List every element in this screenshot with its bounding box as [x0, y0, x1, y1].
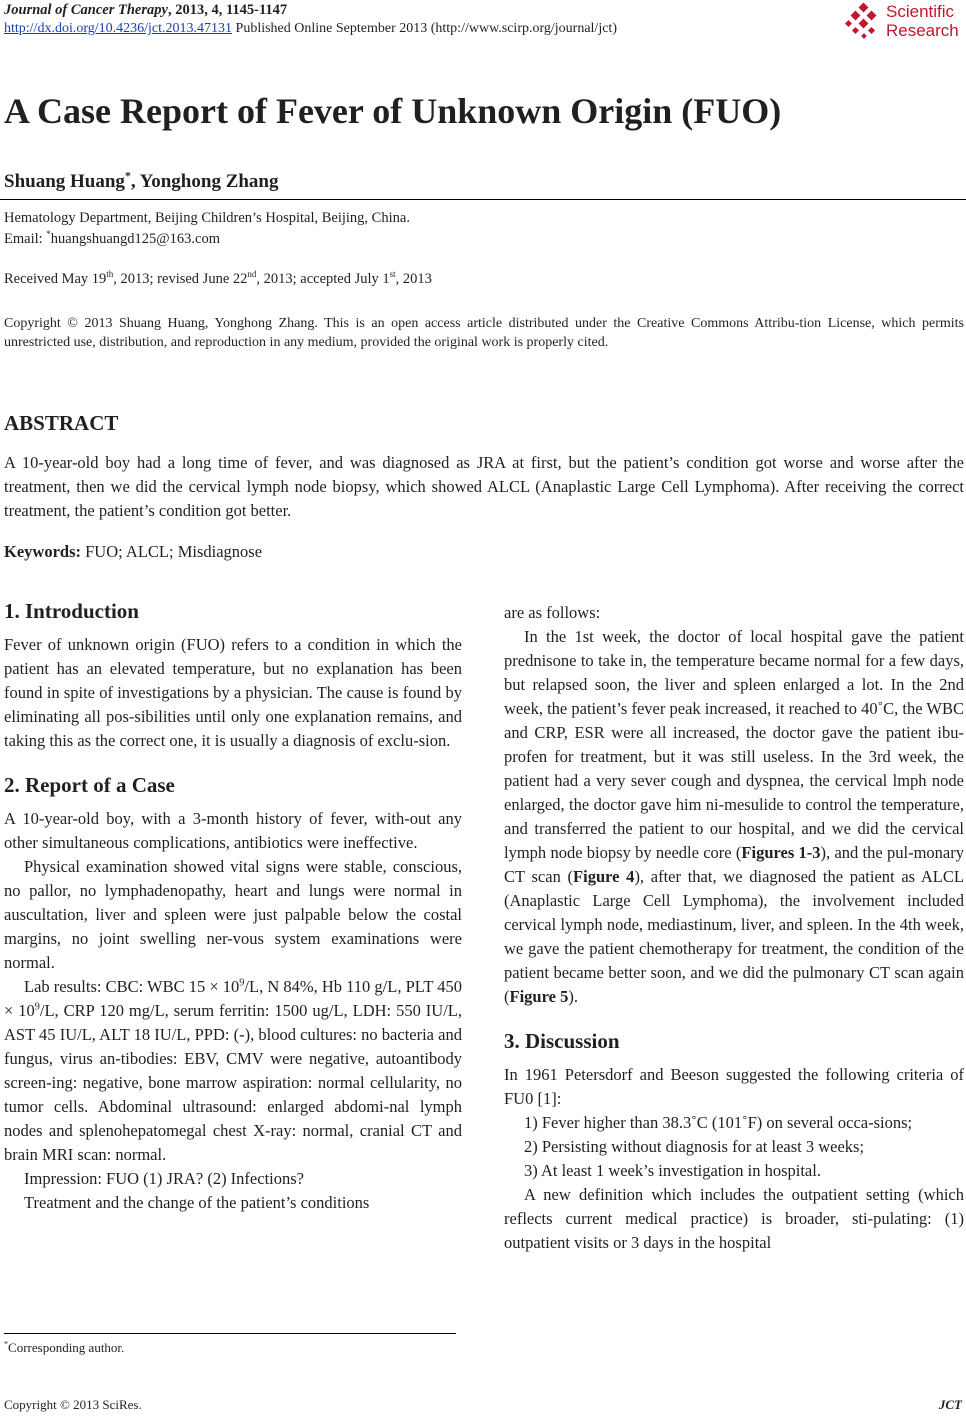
copyright-notice: Copyright © 2013 Shuang Huang, Yonghong Zhang. This is an open access article distributed under the Creative Commons Attribu-tion License, which permits unrestricted use, distribution, and reproduction in any medium, provided the original work is properly cited.: [4, 316, 964, 350]
email-address: huangshuangd125@163.com: [50, 231, 221, 247]
abstract-heading: ABSTRACT: [4, 411, 119, 435]
revised-part: , 2013; revised June 22: [113, 271, 248, 287]
authors: [4, 171, 279, 193]
received-part: Received May 19: [4, 271, 107, 287]
treatment-paragraph: Treatment and the change of the patient’s conditions: [24, 1193, 370, 1212]
figure-ref: Figure 4: [573, 867, 635, 886]
case-paragraph-1: A 10-year-old boy, with a 3-month history of fever, with-out any other simultaneous complications, antibiotics were ineffective.: [4, 809, 462, 852]
keywords-label: Keywords:: [4, 542, 81, 561]
footnote-rule: [4, 1333, 456, 1334]
email-label: Email:: [4, 231, 47, 247]
abstract-text: A 10-year-old boy had a long time of fever, and was diagnosed as JRA at first, but the patient’s condition got worse and worse after the treatment, then we did the cervical lymph node biopsy, which showed ALCL (Anaplastic Large Cell Lymphoma). After receiving the correct treatment, the patient’s condition got better.: [4, 453, 964, 520]
affiliation: Hematology Department, Beijing Children’s Hospital, Beijing, China.: [4, 210, 410, 226]
left-column: [4, 597, 462, 1215]
paper-title: A Case Report of Fever of Unknown Origin (FUO): [4, 91, 782, 131]
logo-line-2: Research: [886, 21, 959, 40]
exponent: 9: [34, 1001, 40, 1013]
doi-link[interactable]: http://dx.doi.org/10.4236/jct.2013.47131: [4, 21, 233, 36]
keywords: [4, 542, 262, 562]
journal-title-line: [4, 2, 287, 19]
course-text: In the 1st week, the doctor of local hospital gave the patient prednisone to take in, the temperature became normal for a few days, but relapsed soon, the liver and spleen enlarged a lot. In the 2nd week, the patient’s fever peak increased, it reached to 40˚C, the WBC and CRP, ESR were all increased, the doctor gave the patient ibu-profen for treatment, but it was still useless. In the 3rd week, the patient had a very sever cough and dyspnea, the cervical lmph node enlarged, the doctor gave him ni-mesulide to control the temperature, and transferred the patient to our hospital, and we did the cervical lymph node biopsy by needle core (: [504, 627, 964, 862]
received-dates: [4, 271, 432, 288]
intro-heading: 1. Introduction: [4, 599, 139, 623]
footnote-mark: *: [4, 1339, 9, 1349]
course-text: ).: [568, 987, 578, 1006]
keywords-list: FUO; ALCL; Misdiagnose: [81, 542, 263, 561]
case-heading: 2. Report of a Case: [4, 773, 175, 797]
footnote-text: Corresponding author.: [8, 1340, 125, 1355]
journal-name: Journal of Cancer Therapy: [4, 2, 168, 18]
course-text: ), and the pul-monary CT scan (: [504, 843, 964, 886]
continued-text: are as follows:: [504, 603, 601, 622]
footer-copyright: Copyright © 2013 SciRes.: [4, 1397, 142, 1412]
lab-text: Lab results: CBC: WBC 15 × 10: [24, 977, 240, 996]
course-paragraph: [504, 625, 964, 1009]
email-mark: *: [46, 229, 51, 240]
logo-line-1: Scientific: [886, 2, 955, 21]
figure-ref: Figures 1-3: [741, 843, 821, 862]
discussion-paragraph-1: In 1961 Petersdorf and Beeson suggested the following criteria of FU0 [1]:: [504, 1065, 964, 1108]
exponent: 9: [239, 977, 245, 989]
accepted-part: , 2013; accepted July 1: [256, 271, 390, 287]
logo-text: [886, 2, 959, 40]
lab-text: /L, CRP 120 mg/L, serum ferritin: 1500 ug/L, LDH: 550 IU/L, AST 45 IU/L, ALT 18 IU/L, PPD: (-), blood cultures: no bacteria and fungus, virus an-tibodies: EBV, CMV were negative, autoantibody screen-ing: negative, bone marrow aspiration: normal cellularity, no tumor cells. Abdominal ultrasound: enlarged abdomi-nal lymph nodes and splenohepatomegal chest X-ray: normal, cranial CT and brain MRI scan: normal.: [4, 1001, 462, 1164]
course-text: ), after that, we diagnosed the patient as ALCL (Anaplastic Large Cell Lymphoma), the involvement included cervical lymph node, mediastinum, liver, and spleen. In the 4th week, we gave the patient chemotherapy for treatment, the condition of the patient became better soon, and we did the pulmonary CT scan again (: [504, 867, 964, 1006]
lab-results-paragraph: [4, 975, 462, 1167]
impression-paragraph: Impression: FUO (1) JRA? (2) Infections?: [24, 1169, 304, 1188]
ordinal-suffix: nd: [247, 269, 257, 280]
publisher-logo: [844, 2, 962, 42]
doi-line: [4, 21, 617, 37]
ordinal-suffix: th: [106, 269, 114, 280]
title-rule: [0, 199, 966, 200]
author-1: Shuang Huang: [4, 171, 125, 192]
journal-meta: , 2013, 4, 1145-1147: [167, 2, 288, 18]
author-2: , Yonghong Zhang: [130, 171, 279, 192]
footer-journal-abbrev: JCT: [938, 1397, 962, 1412]
author-mark: *: [124, 169, 131, 183]
criterion-2: 2) Persisting without diagnosis for at least 3 weeks;: [524, 1137, 865, 1156]
published-info: Published Online September 2013 (http://www.scirp.org/journal/jct): [232, 21, 617, 36]
email-line: [4, 231, 220, 248]
discussion-paragraph-2: A new definition which includes the outpatient setting (which reflects current medical practice) is broader, sti-pulating: (1) outpatient visits or 3 days in the hospital: [504, 1185, 964, 1252]
year-part: , 2013: [395, 271, 432, 287]
criterion-3: 3) At least 1 week’s investigation in hospital.: [524, 1161, 821, 1180]
criterion-1: 1) Fever higher than 38.3˚C (101˚F) on several occa-sions;: [524, 1113, 913, 1132]
lab-text: /L, N 84%, Hb 110 g/L, PLT 450 × 10: [4, 977, 463, 1020]
right-column: [504, 601, 964, 1255]
case-paragraph-2: Physical examination showed vital signs were stable, conscious, no pallor, no lymphadenopathy, heart and lungs were normal in auscultation, liver and spleen were just palpable below the costal margins, no joint swelling ner-vous system examinations were normal.: [4, 857, 462, 972]
ordinal-suffix: st: [389, 269, 396, 280]
intro-paragraph: Fever of unknown origin (FUO) refers to a condition in which the patient has an elevated temperature, but no explanation has been found in spite of investigations by a physician. The cause is found by eliminating all pos-sibilities until only one explanation remains, and taking this as the correct one, it is usually a diagnosis of exclu-sion.: [4, 635, 462, 750]
figure-ref: Figure 5: [509, 987, 569, 1006]
footnote: [4, 1340, 124, 1356]
logo-mark-icon: [844, 2, 884, 42]
discussion-heading: 3. Discussion: [504, 1029, 620, 1053]
